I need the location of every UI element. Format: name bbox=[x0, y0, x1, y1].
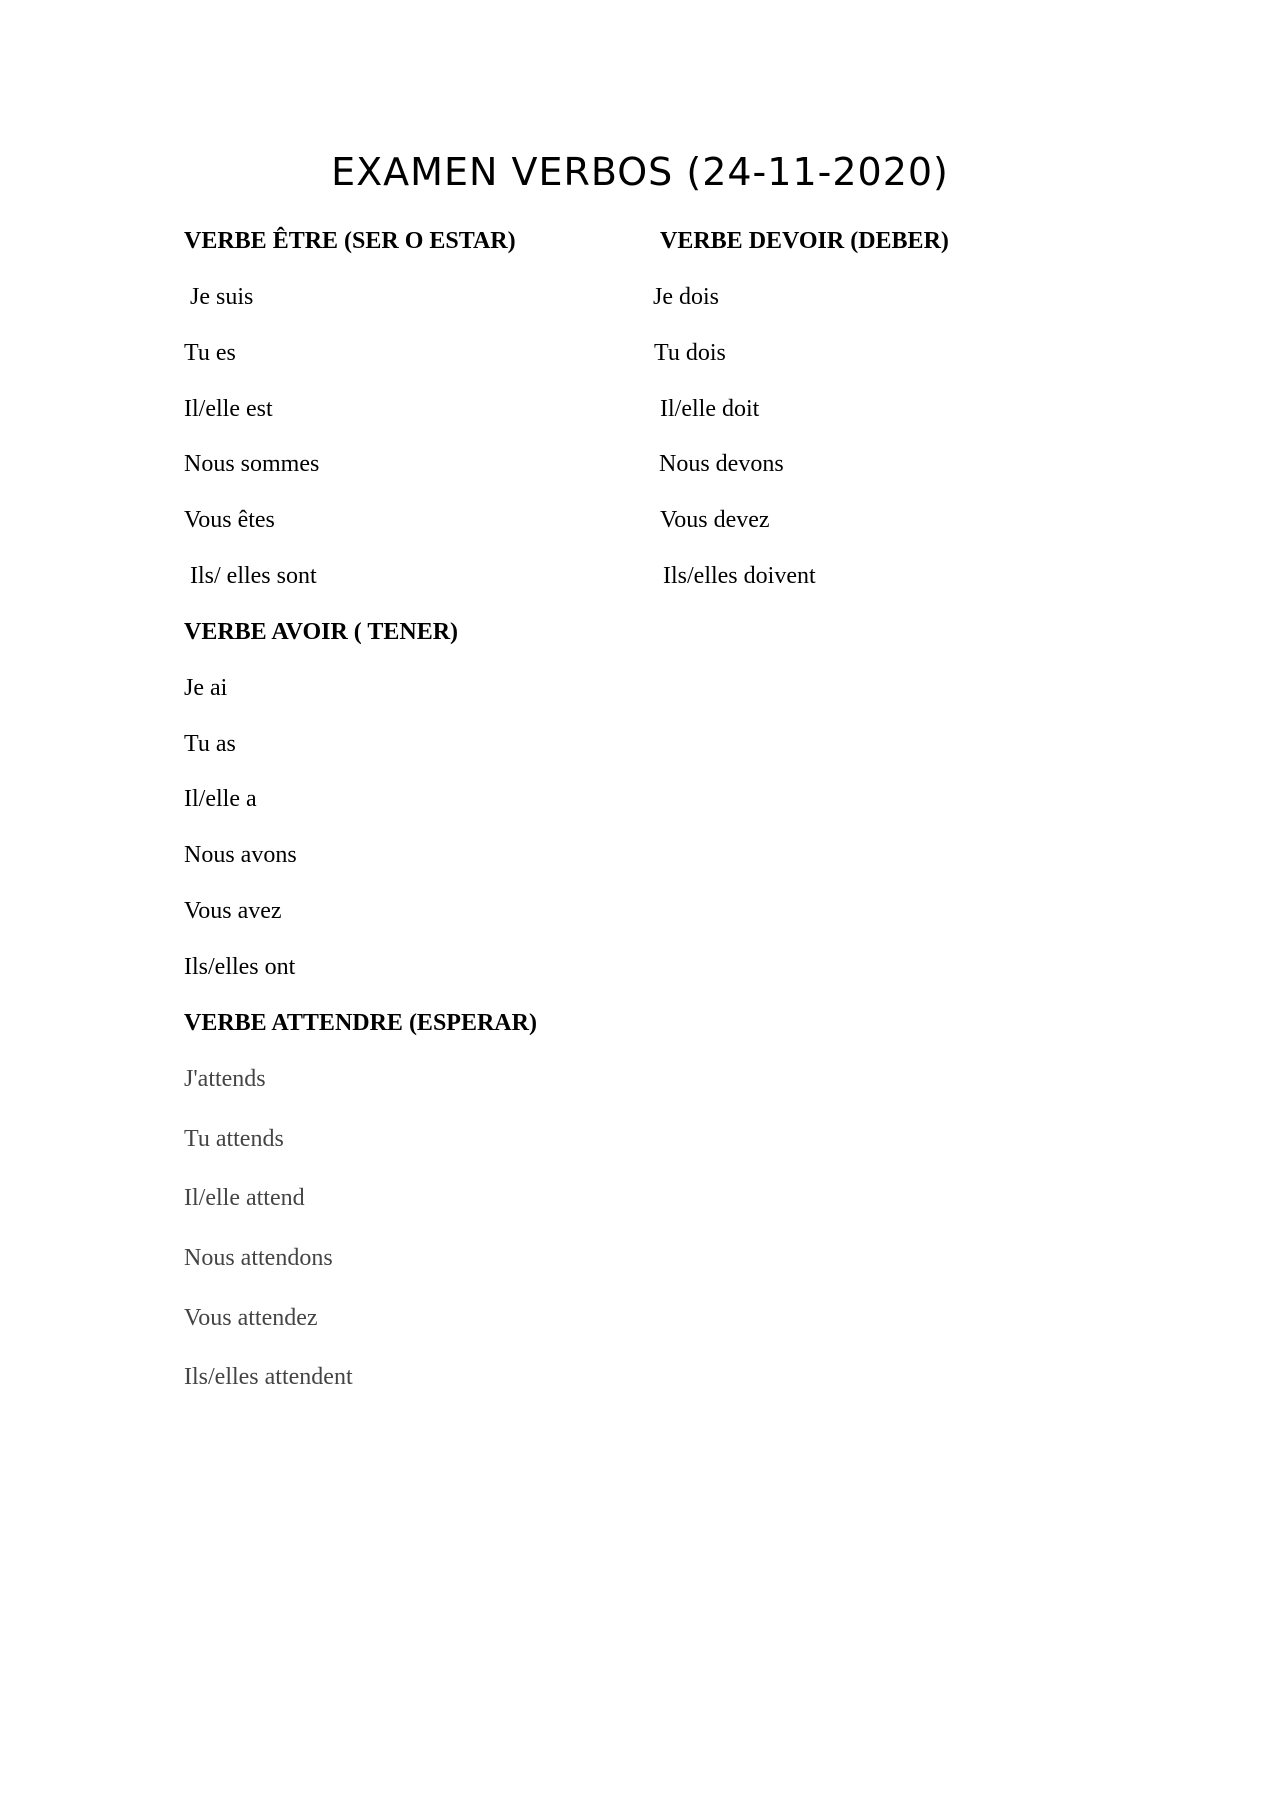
conjugation-line: Ils/ elles sont bbox=[190, 563, 317, 589]
conjugation-line: Je suis bbox=[190, 284, 254, 310]
page-title: EXAMEN VERBOS (24-11-2020) bbox=[331, 150, 949, 194]
section-heading-etre: VERBE ÊTRE (SER O ESTAR) bbox=[184, 228, 516, 254]
conjugation-line: Il/elle est bbox=[184, 396, 273, 422]
conjugation-line: Je dois bbox=[653, 284, 719, 310]
conjugation-line: Je ai bbox=[184, 675, 228, 701]
section-heading-devoir: VERBE DEVOIR (DEBER) bbox=[660, 228, 949, 254]
conjugation-line: Vous attendez bbox=[184, 1305, 318, 1331]
conjugation-line: Ils/elles ont bbox=[184, 954, 296, 980]
conjugation-line: Ils/elles doivent bbox=[663, 563, 816, 589]
conjugation-line: Il/elle attend bbox=[184, 1185, 305, 1211]
conjugation-line: Tu as bbox=[184, 731, 236, 757]
conjugation-line: Nous avons bbox=[184, 842, 297, 868]
conjugation-line: Nous attendons bbox=[184, 1245, 333, 1271]
conjugation-line: Il/elle a bbox=[184, 786, 257, 812]
conjugation-line: Tu attends bbox=[184, 1126, 284, 1152]
conjugation-line: Vous êtes bbox=[184, 507, 275, 533]
conjugation-line: Vous avez bbox=[184, 898, 282, 924]
conjugation-line: Nous sommes bbox=[184, 451, 320, 477]
conjugation-line: J'attends bbox=[184, 1066, 266, 1092]
section-heading-attendre: VERBE ATTENDRE (ESPERAR) bbox=[184, 1010, 537, 1036]
conjugation-line: Tu es bbox=[184, 340, 236, 366]
section-heading-avoir: VERBE AVOIR ( TENER) bbox=[184, 619, 459, 645]
conjugation-line: Il/elle doit bbox=[660, 396, 760, 422]
conjugation-line: Tu dois bbox=[654, 340, 726, 366]
conjugation-line: Nous devons bbox=[659, 451, 784, 477]
conjugation-line: Ils/elles attendent bbox=[184, 1364, 353, 1390]
conjugation-line: Vous devez bbox=[660, 507, 770, 533]
